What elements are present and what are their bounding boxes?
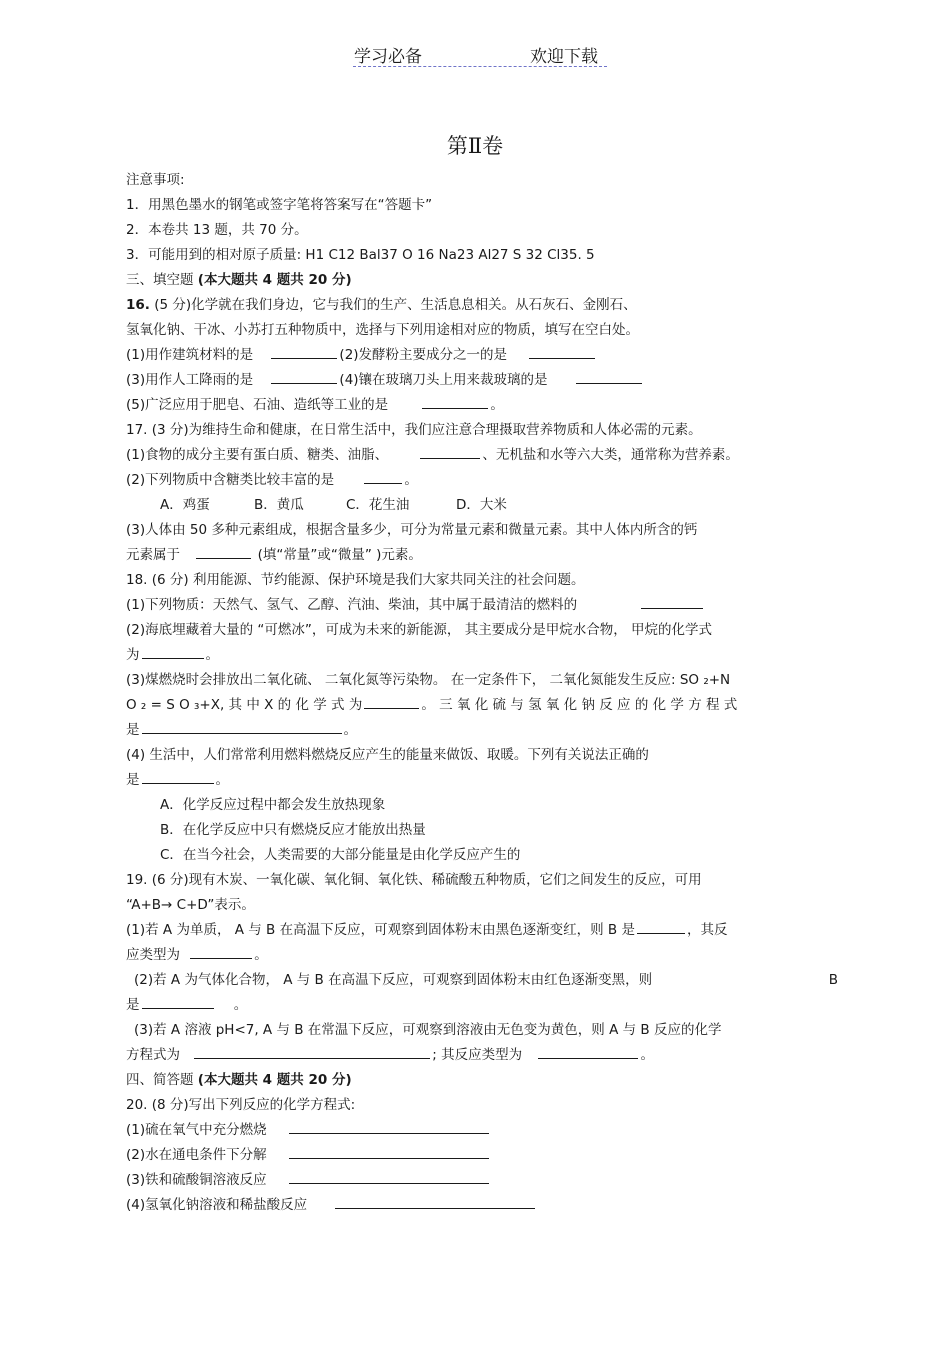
q19-row-3: (3)若 A 溶液 pH<7, A 与 B 在常温下反应，可观察到溶液由无色变为黄色，则 A 与 B 反应的化学	[134, 1022, 722, 1038]
q16-row-3	[126, 393, 838, 418]
q18-blank-1[interactable]	[641, 593, 703, 609]
q17-item-3b: 元素属于	[126, 547, 180, 563]
q19-item-2b-end: 。	[233, 997, 248, 1013]
q20-item-1: (1)硫在氧气中充分燃烧	[126, 1122, 267, 1138]
q16-item-5: (5)广泛应用于肥皂、石油、造纸等工业的是	[126, 397, 389, 413]
note-2: 2．本卷共 13 题，共 70 分。	[126, 222, 308, 238]
q20-line-1: 20. (8 分)写出下列反应的化学方程式:	[126, 1097, 356, 1113]
q17-item-1a: (1)食物的成分主要有蛋白质、糖类、油脂、	[126, 447, 389, 463]
q19-row-2b	[126, 993, 838, 1018]
q19-line-2: “A+B→ C+D”表示。	[126, 897, 255, 913]
q18-option-b: B．在化学反应中只有燃烧反应才能放出热量	[160, 822, 426, 838]
q18-blank-5[interactable]	[142, 768, 214, 784]
q18-row-2b	[126, 643, 838, 668]
q18-item-4b: 是	[126, 772, 140, 788]
q19-item-2: (2)若 A 为气体化合物， A 与 B 在高温下反应，可观察到固体粉末由红色逐渐变黑，则	[134, 972, 653, 988]
note-3: 3．可能用到的相对原子质量: H1 C12 Bal37 O 16 Na23 Al27 S 32 Cl35. 5	[126, 247, 595, 263]
section-3-name: 三、填空题	[126, 272, 198, 288]
q20-item-4: (4)氢氧化钠溶液和稀盐酸反应	[126, 1197, 308, 1213]
q19-item-1b-end: 。	[254, 947, 268, 963]
q16-number: 16.	[126, 297, 150, 313]
q17-row-4	[126, 543, 838, 568]
q19-row-2	[126, 968, 838, 993]
q17-row-2	[126, 468, 838, 493]
q20-blank-2[interactable]	[289, 1143, 489, 1159]
exam-content	[126, 168, 838, 1218]
q17-option-b: B．黄瓜	[254, 497, 304, 513]
q19-item-1-end: ，其反	[686, 922, 728, 938]
section-4-info: (本大题共 4 题共 20 分)	[197, 1072, 352, 1088]
q20-blank-3[interactable]	[289, 1168, 489, 1184]
q16-end: 。	[490, 397, 504, 413]
q19-blank-2[interactable]	[190, 943, 252, 959]
q16-line-2: 氢氧化钠、干冰、小苏打五种物质中，选择与下列用途相对应的物质，填写在空白处。	[126, 322, 639, 338]
q17-item-2: (2)下列物质中含糖类比较丰富的是	[126, 472, 335, 488]
q20-item-3: (3)铁和硫酸铜溶液反应	[126, 1172, 267, 1188]
q20-item-2: (2)水在通电条件下分解	[126, 1147, 267, 1163]
q18-row-3c	[126, 718, 838, 743]
q18-blank-3[interactable]	[364, 693, 419, 709]
q19-row-1	[126, 918, 838, 943]
q19-row-3b	[126, 1043, 838, 1068]
q18-option-a: A．化学反应过程中都会发生放热现象	[160, 797, 386, 813]
q18-option-c: C．在当今社会，人类需要的大部分能量是由化学反应产生的	[160, 847, 521, 863]
q18-row-2: (2)海底埋藏着大量的 “可燃冰”，可成为未来的新能源， 其主要成分是甲烷水合物， 甲烷的化学式	[126, 622, 712, 638]
page-title: 第Ⅱ卷	[446, 134, 504, 158]
q18-item-3c: 是	[126, 722, 140, 738]
q19-blank-5[interactable]	[538, 1043, 638, 1059]
q19-item-1: (1)若 A 为单质， A 与 B 在高温下反应，可观察到固体粉末由黑色逐渐变红，则 B 是	[126, 922, 635, 938]
q18-item-4b-end: 。	[215, 772, 229, 788]
q16-row-2	[126, 368, 838, 393]
q19-blank-4[interactable]	[194, 1043, 430, 1059]
q16-blank-3[interactable]	[271, 368, 337, 384]
q20-row-4	[126, 1193, 838, 1218]
q19-item-3b: 方程式为	[126, 1047, 180, 1063]
q18-item-2b: 为	[126, 647, 140, 663]
q18-row-1	[126, 593, 838, 618]
q17-options	[126, 493, 838, 518]
q19-row-1b	[126, 943, 838, 968]
q16-item-2: (2)发酵粉主要成分之一的是	[339, 347, 508, 363]
q19-blank-3[interactable]	[142, 993, 214, 1009]
q16-text-1: (5 分)化学就在我们身边，它与我们的生产、生活息息相关。从石灰石、金刚石、	[149, 297, 637, 313]
q17-line-1: 17. (3 分)为维持生命和健康，在日常生活中，我们应注意合理摄取营养物质和人体必需的元素。	[126, 422, 702, 438]
q16-item-4: (4)镶在玻璃刀头上用来裁玻璃的是	[339, 372, 548, 388]
q17-item-1b: 、无机盐和水等六大类，通常称为营养素。	[482, 447, 739, 463]
q18-row-3b	[126, 693, 838, 718]
q17-item-2-end: 。	[404, 472, 418, 488]
q16-item-1: (1)用作建筑材料的是	[126, 347, 254, 363]
q17-blank-1[interactable]	[420, 443, 480, 459]
q18-item-1: (1)下列物质：天然气、氢气、乙醇、汽油、柴油，其中属于最清洁的燃料的	[126, 597, 578, 613]
q19-line-1: 19. (6 分)现有木炭、一氧化碳、氧化铜、氧化铁、稀硫酸五种物质，它们之间发生的反应，可用	[126, 872, 702, 888]
q19-item-3b-mid: ; 其反应类型为	[432, 1047, 523, 1063]
q18-row-4: (4) 生活中，人们常常利用燃料燃烧反应产生的能量来做饭、取暖。下列有关说法正确的	[126, 747, 649, 763]
q16-line-1	[126, 293, 838, 318]
q19-item-1b: 应类型为	[126, 947, 180, 963]
q18-item-3b1: O ₂ = S O ₃+X, 其 中 X 的 化 学 式 为	[126, 697, 363, 713]
q17-row-3: (3)人体由 50 多种元素组成，根据含量多少，可分为常量元素和微量元素。其中人体内所含的钙	[126, 522, 698, 538]
q17-item-3c: (填“常量”或“微量” )元素。	[253, 547, 422, 563]
q18-row-3: (3)煤燃烧时会排放出二氧化硫、 二氧化氮等污染物。 在一定条件下， 二氧化氮能发生反应: SO ₂+N	[126, 672, 731, 688]
note-1: 1．用黑色墨水的钢笔或签字笔将答案写在“答题卡”	[126, 197, 433, 213]
notes-heading: 注意事项:	[126, 172, 185, 188]
q17-blank-2[interactable]	[364, 468, 402, 484]
q18-blank-4[interactable]	[142, 718, 342, 734]
q16-blank-2[interactable]	[529, 343, 595, 359]
q17-option-a: A．鸡蛋	[160, 497, 210, 513]
header-right-text: 欢迎下载	[530, 47, 598, 67]
q16-blank-1[interactable]	[271, 343, 337, 359]
q19-item-2-right: B	[828, 972, 838, 988]
q17-option-d: D．大米	[456, 497, 507, 513]
q19-blank-1[interactable]	[637, 918, 685, 934]
q18-item-3b2: 。 三 氧 化 硫 与 氢 氧 化 钠 反 应 的 化 学 方 程 式	[421, 697, 738, 713]
q18-item-3c-end: 。	[343, 722, 357, 738]
q19-item-2b: 是	[126, 997, 140, 1013]
q17-option-c: C．花生油	[346, 497, 410, 513]
q18-row-4b	[126, 768, 838, 793]
q16-blank-5[interactable]	[422, 393, 488, 409]
q16-blank-4[interactable]	[576, 368, 642, 384]
q18-blank-2[interactable]	[142, 643, 204, 659]
q20-blank-4[interactable]	[335, 1193, 535, 1209]
section-3-heading	[126, 268, 838, 293]
page-header	[353, 42, 607, 67]
q19-item-3b-end: 。	[640, 1047, 654, 1063]
q20-blank-1[interactable]	[289, 1118, 489, 1134]
q16-row-1	[126, 343, 838, 368]
q20-row-1	[126, 1118, 838, 1143]
q18-item-2-end: 。	[205, 647, 219, 663]
section-3-info: (本大题共 4 题共 20 分)	[197, 272, 352, 288]
q20-row-3	[126, 1168, 838, 1193]
q17-blank-3[interactable]	[196, 543, 251, 559]
section-4-heading	[126, 1068, 838, 1093]
q20-row-2	[126, 1143, 838, 1168]
q16-item-3: (3)用作人工降雨的是	[126, 372, 254, 388]
q17-row-1	[126, 443, 838, 468]
header-left-text: 学习必备	[354, 47, 422, 67]
section-4-name: 四、简答题	[126, 1072, 198, 1088]
q18-line-1: 18. (6 分) 利用能源、节约能源、保护环境是我们大家共同关注的社会问题。	[126, 572, 585, 588]
